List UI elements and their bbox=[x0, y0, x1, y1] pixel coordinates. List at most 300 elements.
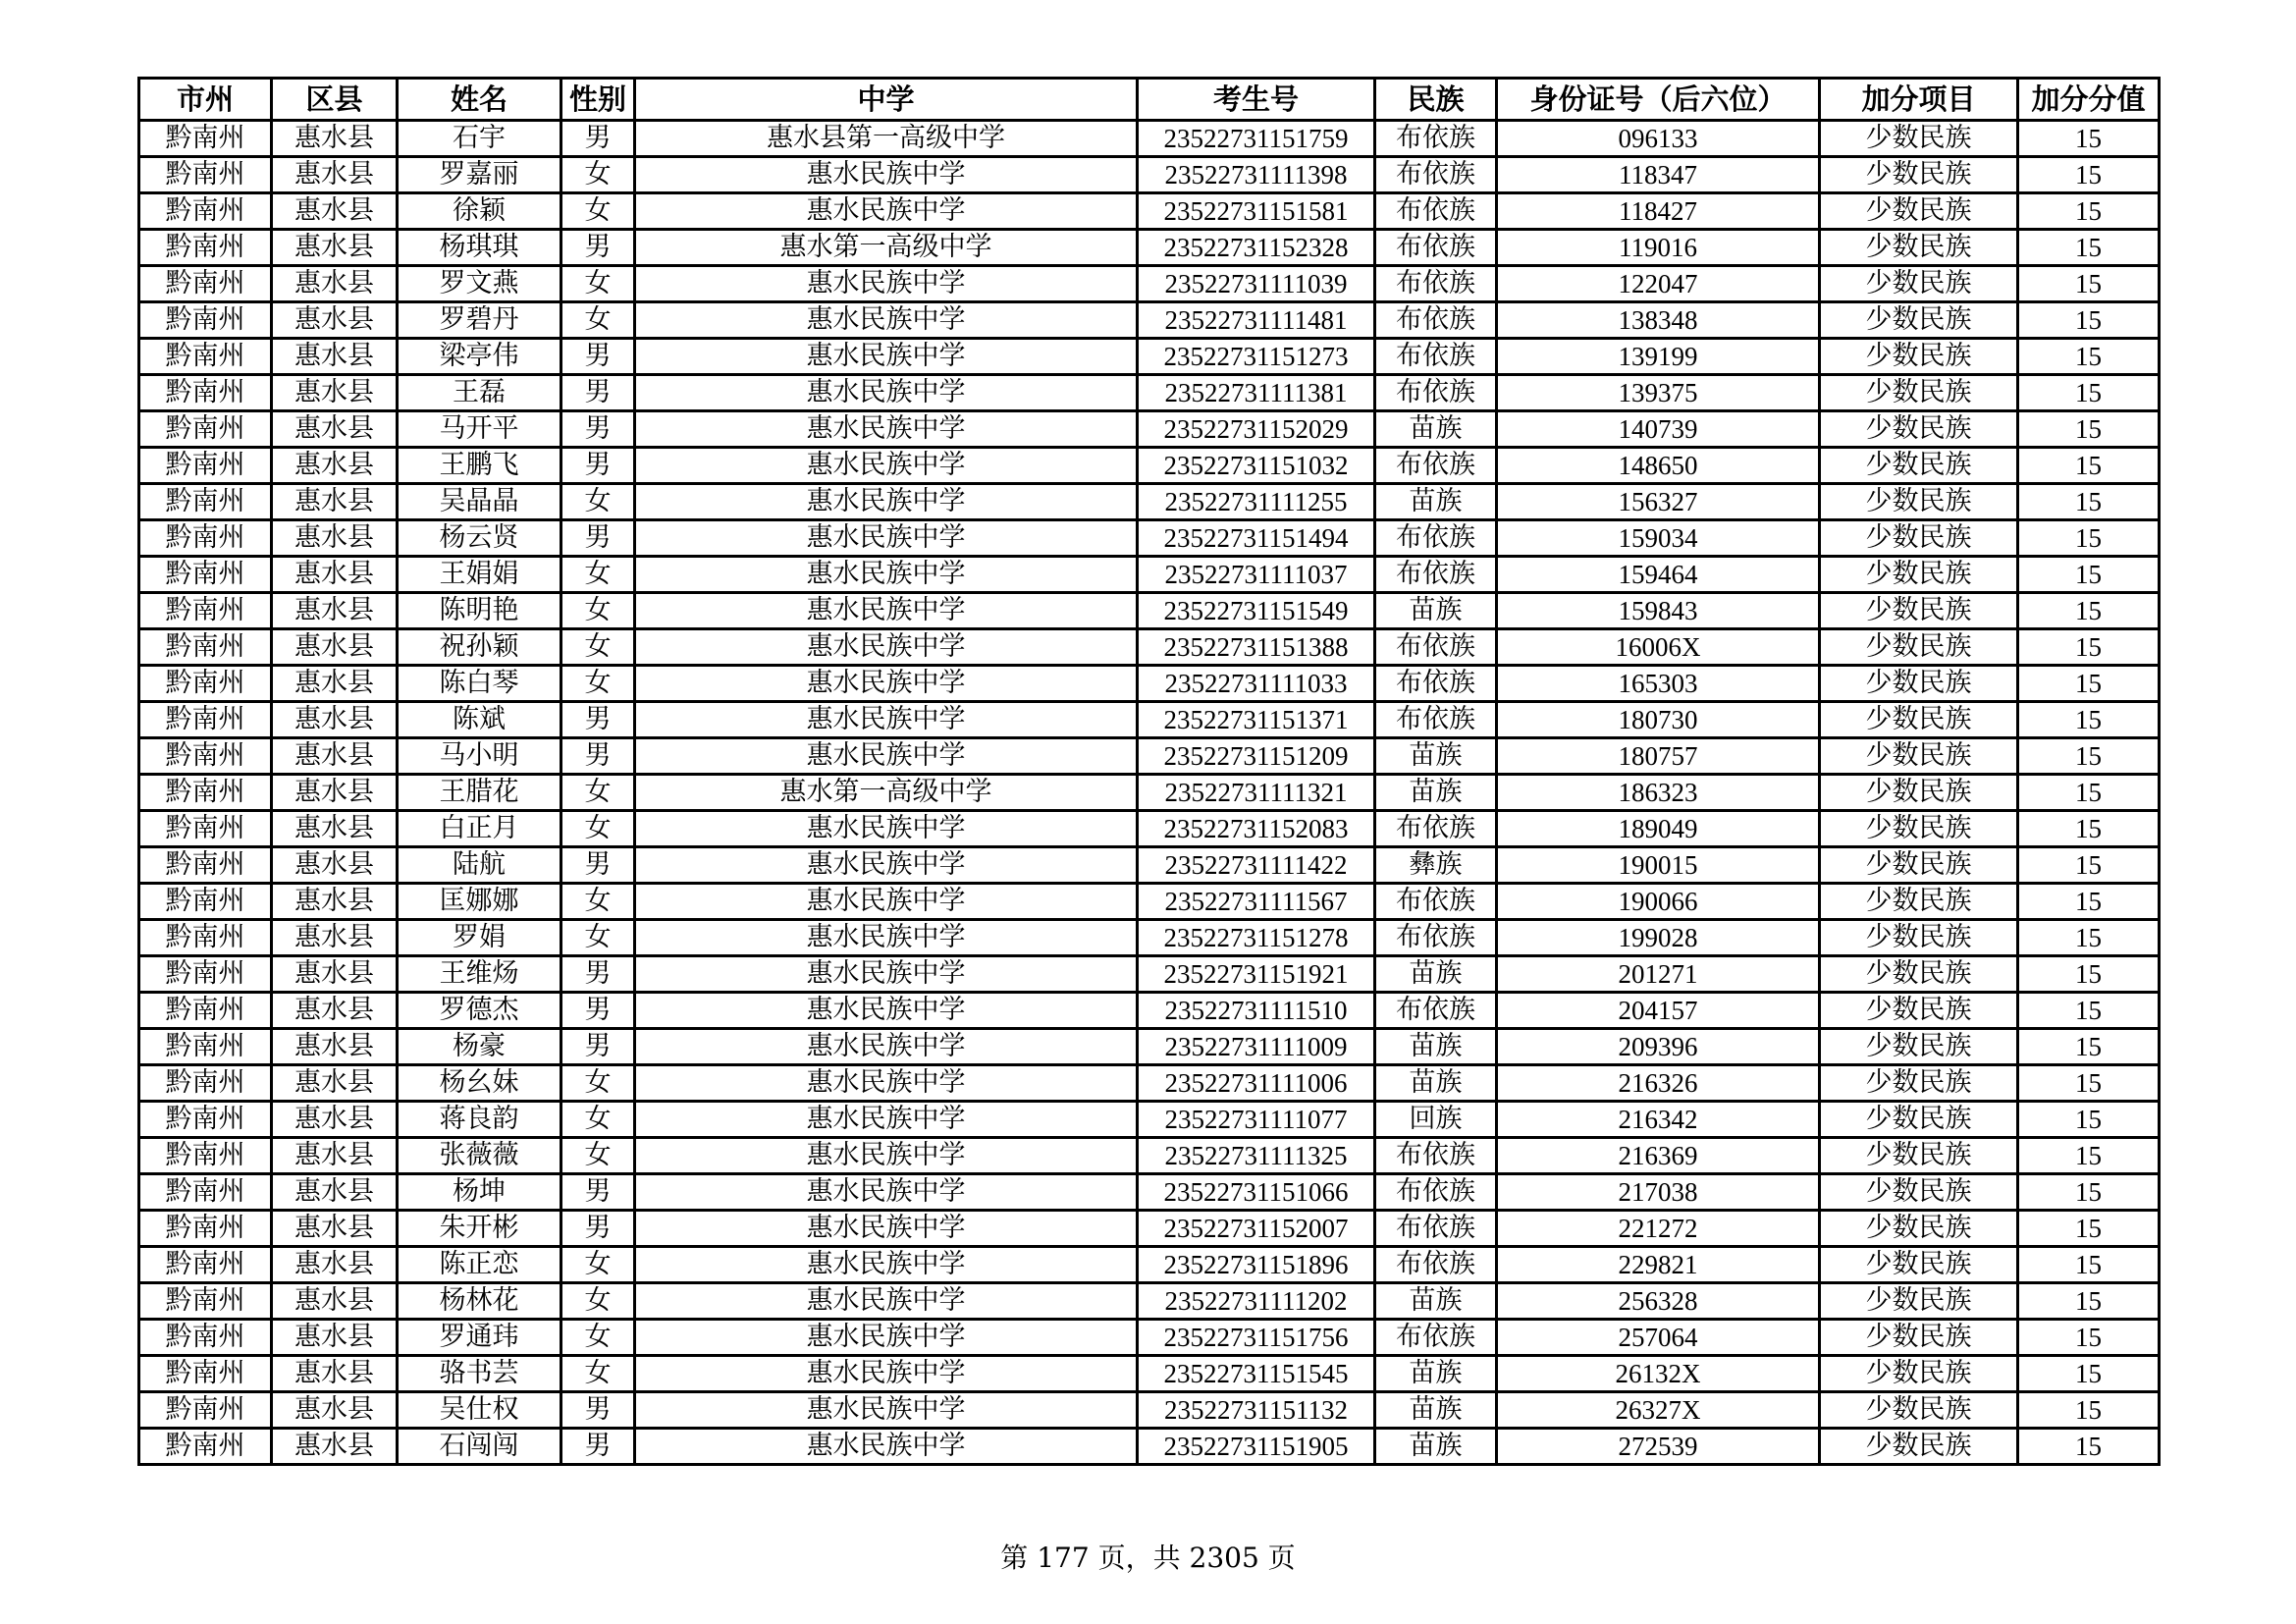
gender-cell: 女 bbox=[561, 629, 635, 666]
county-cell: 惠水县 bbox=[272, 411, 398, 448]
table-row bbox=[139, 557, 2160, 593]
bonus-points-cell: 15 bbox=[2018, 920, 2160, 956]
bonus-item-cell: 少数民族 bbox=[1820, 1392, 2018, 1429]
county-cell: 惠水县 bbox=[272, 484, 398, 520]
ethnicity-cell: 彝族 bbox=[1375, 847, 1497, 884]
gender-cell: 女 bbox=[561, 1283, 635, 1320]
county-cell: 惠水县 bbox=[272, 593, 398, 629]
name-cell: 杨坤 bbox=[398, 1174, 561, 1211]
name-cell: 杨幺妹 bbox=[398, 1065, 561, 1102]
city-cell: 黔南州 bbox=[139, 375, 272, 411]
bonus-points-cell: 15 bbox=[2018, 1247, 2160, 1283]
county-cell: 惠水县 bbox=[272, 847, 398, 884]
id-last-six-cell: 216342 bbox=[1497, 1102, 1820, 1138]
ethnicity-cell: 苗族 bbox=[1375, 1356, 1497, 1392]
gender-cell: 男 bbox=[561, 1029, 635, 1065]
city-cell: 黔南州 bbox=[139, 956, 272, 993]
table-row bbox=[139, 920, 2160, 956]
school-cell: 惠水民族中学 bbox=[635, 520, 1138, 557]
school-cell: 惠水民族中学 bbox=[635, 1429, 1138, 1465]
bonus-item-cell: 少数民族 bbox=[1820, 1283, 2018, 1320]
bonus-item-cell: 少数民族 bbox=[1820, 811, 2018, 847]
school-cell: 惠水民族中学 bbox=[635, 1065, 1138, 1102]
ethnicity-cell: 苗族 bbox=[1375, 411, 1497, 448]
gender-cell: 女 bbox=[561, 920, 635, 956]
name-cell: 王腊花 bbox=[398, 775, 561, 811]
city-cell: 黔南州 bbox=[139, 666, 272, 702]
gender-cell: 男 bbox=[561, 1174, 635, 1211]
school-cell: 惠水民族中学 bbox=[635, 484, 1138, 520]
bonus-points-cell: 15 bbox=[2018, 847, 2160, 884]
table-row bbox=[139, 956, 2160, 993]
city-cell: 黔南州 bbox=[139, 1138, 272, 1174]
bonus-item-cell: 少数民族 bbox=[1820, 520, 2018, 557]
school-cell: 惠水第一高级中学 bbox=[635, 775, 1138, 811]
gender-cell: 男 bbox=[561, 230, 635, 266]
header-county: 区县 bbox=[272, 79, 398, 121]
name-cell: 陈白琴 bbox=[398, 666, 561, 702]
header-id-last-six: 身份证号（后六位） bbox=[1497, 79, 1820, 121]
header-school: 中学 bbox=[635, 79, 1138, 121]
id-last-six-cell: 138348 bbox=[1497, 302, 1820, 339]
id-last-six-cell: 159034 bbox=[1497, 520, 1820, 557]
city-cell: 黔南州 bbox=[139, 339, 272, 375]
bonus-points-cell: 15 bbox=[2018, 157, 2160, 193]
exam-number-cell: 23522731151066 bbox=[1138, 1174, 1375, 1211]
bonus-item-cell: 少数民族 bbox=[1820, 666, 2018, 702]
exam-number-cell: 23522731151905 bbox=[1138, 1429, 1375, 1465]
bonus-points-cell: 15 bbox=[2018, 1356, 2160, 1392]
gender-cell: 女 bbox=[561, 1138, 635, 1174]
school-cell: 惠水民族中学 bbox=[635, 993, 1138, 1029]
county-cell: 惠水县 bbox=[272, 1247, 398, 1283]
ethnicity-cell: 布依族 bbox=[1375, 157, 1497, 193]
county-cell: 惠水县 bbox=[272, 1065, 398, 1102]
id-last-six-cell: 190015 bbox=[1497, 847, 1820, 884]
name-cell: 朱开彬 bbox=[398, 1211, 561, 1247]
school-cell: 惠水民族中学 bbox=[635, 920, 1138, 956]
name-cell: 杨林花 bbox=[398, 1283, 561, 1320]
county-cell: 惠水县 bbox=[272, 1283, 398, 1320]
exam-number-cell: 23522731151759 bbox=[1138, 121, 1375, 157]
city-cell: 黔南州 bbox=[139, 121, 272, 157]
exam-number-cell: 23522731151032 bbox=[1138, 448, 1375, 484]
ethnicity-cell: 布依族 bbox=[1375, 520, 1497, 557]
bonus-points-cell: 15 bbox=[2018, 593, 2160, 629]
bonus-points-cell: 15 bbox=[2018, 121, 2160, 157]
table-row bbox=[139, 1211, 2160, 1247]
exam-number-cell: 23522731111422 bbox=[1138, 847, 1375, 884]
footer-total-pages: 2305 bbox=[1189, 1542, 1259, 1574]
id-last-six-cell: 180730 bbox=[1497, 702, 1820, 738]
ethnicity-cell: 布依族 bbox=[1375, 448, 1497, 484]
bonus-item-cell: 少数民族 bbox=[1820, 920, 2018, 956]
table-header bbox=[139, 79, 2160, 121]
school-cell: 惠水民族中学 bbox=[635, 1392, 1138, 1429]
bonus-item-cell: 少数民族 bbox=[1820, 448, 2018, 484]
county-cell: 惠水县 bbox=[272, 375, 398, 411]
bonus-points-cell: 15 bbox=[2018, 1320, 2160, 1356]
school-cell: 惠水民族中学 bbox=[635, 157, 1138, 193]
bonus-points-cell: 15 bbox=[2018, 811, 2160, 847]
name-cell: 罗娟 bbox=[398, 920, 561, 956]
gender-cell: 女 bbox=[561, 1320, 635, 1356]
school-cell: 惠水民族中学 bbox=[635, 1211, 1138, 1247]
table-row bbox=[139, 339, 2160, 375]
exam-number-cell: 23522731152328 bbox=[1138, 230, 1375, 266]
county-cell: 惠水县 bbox=[272, 448, 398, 484]
city-cell: 黔南州 bbox=[139, 593, 272, 629]
county-cell: 惠水县 bbox=[272, 157, 398, 193]
exam-number-cell: 23522731151278 bbox=[1138, 920, 1375, 956]
ethnicity-cell: 苗族 bbox=[1375, 1029, 1497, 1065]
county-cell: 惠水县 bbox=[272, 339, 398, 375]
ethnicity-cell: 苗族 bbox=[1375, 1283, 1497, 1320]
county-cell: 惠水县 bbox=[272, 629, 398, 666]
gender-cell: 男 bbox=[561, 702, 635, 738]
header-exam-number: 考生号 bbox=[1138, 79, 1375, 121]
name-cell: 马小明 bbox=[398, 738, 561, 775]
city-cell: 黔南州 bbox=[139, 1174, 272, 1211]
id-last-six-cell: 201271 bbox=[1497, 956, 1820, 993]
bonus-points-cell: 15 bbox=[2018, 193, 2160, 230]
bonus-points-cell: 15 bbox=[2018, 520, 2160, 557]
bonus-item-cell: 少数民族 bbox=[1820, 1138, 2018, 1174]
table-row bbox=[139, 593, 2160, 629]
county-cell: 惠水县 bbox=[272, 775, 398, 811]
table-row bbox=[139, 811, 2160, 847]
bonus-points-cell: 15 bbox=[2018, 484, 2160, 520]
bonus-item-cell: 少数民族 bbox=[1820, 629, 2018, 666]
exam-number-cell: 23522731151209 bbox=[1138, 738, 1375, 775]
name-cell: 马开平 bbox=[398, 411, 561, 448]
table-row bbox=[139, 1247, 2160, 1283]
table-row bbox=[139, 775, 2160, 811]
gender-cell: 男 bbox=[561, 1429, 635, 1465]
exam-number-cell: 23522731151756 bbox=[1138, 1320, 1375, 1356]
ethnicity-cell: 布依族 bbox=[1375, 1138, 1497, 1174]
school-cell: 惠水民族中学 bbox=[635, 593, 1138, 629]
bonus-points-cell: 15 bbox=[2018, 230, 2160, 266]
id-last-six-cell: 165303 bbox=[1497, 666, 1820, 702]
gender-cell: 女 bbox=[561, 266, 635, 302]
name-cell: 石宇 bbox=[398, 121, 561, 157]
name-cell: 陈正恋 bbox=[398, 1247, 561, 1283]
table-row bbox=[139, 884, 2160, 920]
school-cell: 惠水民族中学 bbox=[635, 666, 1138, 702]
county-cell: 惠水县 bbox=[272, 1138, 398, 1174]
table-body bbox=[139, 121, 2160, 1465]
id-last-six-cell: 186323 bbox=[1497, 775, 1820, 811]
name-cell: 罗碧丹 bbox=[398, 302, 561, 339]
bonus-points-cell: 15 bbox=[2018, 1429, 2160, 1465]
school-cell: 惠水民族中学 bbox=[635, 1356, 1138, 1392]
gender-cell: 女 bbox=[561, 1247, 635, 1283]
county-cell: 惠水县 bbox=[272, 520, 398, 557]
table-row bbox=[139, 738, 2160, 775]
name-cell: 王娟娟 bbox=[398, 557, 561, 593]
city-cell: 黔南州 bbox=[139, 1356, 272, 1392]
city-cell: 黔南州 bbox=[139, 448, 272, 484]
id-last-six-cell: 156327 bbox=[1497, 484, 1820, 520]
gender-cell: 女 bbox=[561, 1102, 635, 1138]
gender-cell: 女 bbox=[561, 484, 635, 520]
school-cell: 惠水民族中学 bbox=[635, 411, 1138, 448]
name-cell: 蒋良韵 bbox=[398, 1102, 561, 1138]
county-cell: 惠水县 bbox=[272, 993, 398, 1029]
exam-number-cell: 23522731152029 bbox=[1138, 411, 1375, 448]
exam-number-cell: 23522731151921 bbox=[1138, 956, 1375, 993]
bonus-item-cell: 少数民族 bbox=[1820, 1429, 2018, 1465]
bonus-points-cell: 15 bbox=[2018, 629, 2160, 666]
gender-cell: 女 bbox=[561, 1065, 635, 1102]
gender-cell: 男 bbox=[561, 375, 635, 411]
city-cell: 黔南州 bbox=[139, 302, 272, 339]
county-cell: 惠水县 bbox=[272, 956, 398, 993]
table-row bbox=[139, 1138, 2160, 1174]
school-cell: 惠水民族中学 bbox=[635, 1320, 1138, 1356]
table-row bbox=[139, 193, 2160, 230]
ethnicity-cell: 布依族 bbox=[1375, 557, 1497, 593]
ethnicity-cell: 布依族 bbox=[1375, 1211, 1497, 1247]
name-cell: 杨云贤 bbox=[398, 520, 561, 557]
city-cell: 黔南州 bbox=[139, 520, 272, 557]
ethnicity-cell: 布依族 bbox=[1375, 121, 1497, 157]
id-last-six-cell: 217038 bbox=[1497, 1174, 1820, 1211]
school-cell: 惠水民族中学 bbox=[635, 557, 1138, 593]
bonus-item-cell: 少数民族 bbox=[1820, 1320, 2018, 1356]
gender-cell: 男 bbox=[561, 738, 635, 775]
name-cell: 匡娜娜 bbox=[398, 884, 561, 920]
exam-number-cell: 23522731111039 bbox=[1138, 266, 1375, 302]
id-last-six-cell: 119016 bbox=[1497, 230, 1820, 266]
id-last-six-cell: 140739 bbox=[1497, 411, 1820, 448]
bonus-points-cell: 15 bbox=[2018, 375, 2160, 411]
gender-cell: 男 bbox=[561, 339, 635, 375]
table-row bbox=[139, 520, 2160, 557]
bonus-item-cell: 少数民族 bbox=[1820, 557, 2018, 593]
county-cell: 惠水县 bbox=[272, 811, 398, 847]
id-last-six-cell: 118427 bbox=[1497, 193, 1820, 230]
id-last-six-cell: 26327X bbox=[1497, 1392, 1820, 1429]
exam-number-cell: 23522731152083 bbox=[1138, 811, 1375, 847]
name-cell: 陆航 bbox=[398, 847, 561, 884]
id-last-six-cell: 190066 bbox=[1497, 884, 1820, 920]
county-cell: 惠水县 bbox=[272, 1320, 398, 1356]
header-row bbox=[139, 79, 2160, 121]
id-last-six-cell: 139199 bbox=[1497, 339, 1820, 375]
gender-cell: 男 bbox=[561, 1392, 635, 1429]
name-cell: 吴仕权 bbox=[398, 1392, 561, 1429]
exam-number-cell: 23522731111381 bbox=[1138, 375, 1375, 411]
name-cell: 陈斌 bbox=[398, 702, 561, 738]
table-row bbox=[139, 411, 2160, 448]
school-cell: 惠水民族中学 bbox=[635, 1102, 1138, 1138]
gender-cell: 女 bbox=[561, 302, 635, 339]
city-cell: 黔南州 bbox=[139, 193, 272, 230]
bonus-item-cell: 少数民族 bbox=[1820, 593, 2018, 629]
exam-number-cell: 23522731151388 bbox=[1138, 629, 1375, 666]
footer-current-page: 177 bbox=[1037, 1542, 1090, 1574]
table-row bbox=[139, 448, 2160, 484]
city-cell: 黔南州 bbox=[139, 1029, 272, 1065]
bonus-points-cell: 15 bbox=[2018, 448, 2160, 484]
bonus-item-cell: 少数民族 bbox=[1820, 956, 2018, 993]
ethnicity-cell: 布依族 bbox=[1375, 629, 1497, 666]
table-row bbox=[139, 1174, 2160, 1211]
bonus-points-cell: 15 bbox=[2018, 993, 2160, 1029]
school-cell: 惠水民族中学 bbox=[635, 1029, 1138, 1065]
bonus-points-cell: 15 bbox=[2018, 339, 2160, 375]
county-cell: 惠水县 bbox=[272, 121, 398, 157]
exam-number-cell: 23522731151273 bbox=[1138, 339, 1375, 375]
id-last-six-cell: 257064 bbox=[1497, 1320, 1820, 1356]
table-row bbox=[139, 302, 2160, 339]
county-cell: 惠水县 bbox=[272, 884, 398, 920]
city-cell: 黔南州 bbox=[139, 811, 272, 847]
city-cell: 黔南州 bbox=[139, 1283, 272, 1320]
ethnicity-cell: 苗族 bbox=[1375, 1065, 1497, 1102]
school-cell: 惠水民族中学 bbox=[635, 811, 1138, 847]
exam-number-cell: 23522731151132 bbox=[1138, 1392, 1375, 1429]
city-cell: 黔南州 bbox=[139, 1102, 272, 1138]
county-cell: 惠水县 bbox=[272, 557, 398, 593]
gender-cell: 女 bbox=[561, 157, 635, 193]
bonus-points-cell: 15 bbox=[2018, 1138, 2160, 1174]
ethnicity-cell: 布依族 bbox=[1375, 884, 1497, 920]
county-cell: 惠水县 bbox=[272, 230, 398, 266]
id-last-six-cell: 229821 bbox=[1497, 1247, 1820, 1283]
exam-number-cell: 23522731151549 bbox=[1138, 593, 1375, 629]
ethnicity-cell: 苗族 bbox=[1375, 1392, 1497, 1429]
bonus-item-cell: 少数民族 bbox=[1820, 266, 2018, 302]
city-cell: 黔南州 bbox=[139, 738, 272, 775]
city-cell: 黔南州 bbox=[139, 629, 272, 666]
exam-number-cell: 23522731151581 bbox=[1138, 193, 1375, 230]
bonus-points-cell: 15 bbox=[2018, 557, 2160, 593]
header-name: 姓名 bbox=[398, 79, 561, 121]
ethnicity-cell: 回族 bbox=[1375, 1102, 1497, 1138]
name-cell: 王磊 bbox=[398, 375, 561, 411]
gender-cell: 男 bbox=[561, 448, 635, 484]
city-cell: 黔南州 bbox=[139, 1392, 272, 1429]
bonus-points-cell: 15 bbox=[2018, 775, 2160, 811]
header-city: 市州 bbox=[139, 79, 272, 121]
bonus-item-cell: 少数民族 bbox=[1820, 484, 2018, 520]
page-footer bbox=[0, 1537, 2296, 1576]
bonus-item-cell: 少数民族 bbox=[1820, 157, 2018, 193]
gender-cell: 女 bbox=[561, 775, 635, 811]
ethnicity-cell: 布依族 bbox=[1375, 993, 1497, 1029]
header-gender: 性别 bbox=[561, 79, 635, 121]
ethnicity-cell: 布依族 bbox=[1375, 1320, 1497, 1356]
exam-number-cell: 23522731111006 bbox=[1138, 1065, 1375, 1102]
id-last-six-cell: 096133 bbox=[1497, 121, 1820, 157]
ethnicity-cell: 布依族 bbox=[1375, 1247, 1497, 1283]
bonus-points-cell: 15 bbox=[2018, 666, 2160, 702]
city-cell: 黔南州 bbox=[139, 411, 272, 448]
county-cell: 惠水县 bbox=[272, 266, 398, 302]
bonus-item-cell: 少数民族 bbox=[1820, 738, 2018, 775]
id-last-six-cell: 159464 bbox=[1497, 557, 1820, 593]
school-cell: 惠水民族中学 bbox=[635, 1247, 1138, 1283]
exam-number-cell: 23522731111255 bbox=[1138, 484, 1375, 520]
school-cell: 惠水县第一高级中学 bbox=[635, 121, 1138, 157]
exam-number-cell: 23522731111398 bbox=[1138, 157, 1375, 193]
header-bonus-item: 加分项目 bbox=[1820, 79, 2018, 121]
bonus-item-cell: 少数民族 bbox=[1820, 1211, 2018, 1247]
city-cell: 黔南州 bbox=[139, 847, 272, 884]
exam-number-cell: 23522731111009 bbox=[1138, 1029, 1375, 1065]
table-row bbox=[139, 993, 2160, 1029]
county-cell: 惠水县 bbox=[272, 1211, 398, 1247]
city-cell: 黔南州 bbox=[139, 1429, 272, 1465]
bonus-item-cell: 少数民族 bbox=[1820, 993, 2018, 1029]
bonus-item-cell: 少数民族 bbox=[1820, 193, 2018, 230]
bonus-points-cell: 15 bbox=[2018, 266, 2160, 302]
city-cell: 黔南州 bbox=[139, 484, 272, 520]
school-cell: 惠水第一高级中学 bbox=[635, 230, 1138, 266]
county-cell: 惠水县 bbox=[272, 1029, 398, 1065]
bonus-points-cell: 15 bbox=[2018, 1065, 2160, 1102]
id-last-six-cell: 199028 bbox=[1497, 920, 1820, 956]
bonus-item-cell: 少数民族 bbox=[1820, 1102, 2018, 1138]
id-last-six-cell: 26132X bbox=[1497, 1356, 1820, 1392]
city-cell: 黔南州 bbox=[139, 775, 272, 811]
school-cell: 惠水民族中学 bbox=[635, 738, 1138, 775]
ethnicity-cell: 苗族 bbox=[1375, 484, 1497, 520]
table-row bbox=[139, 121, 2160, 157]
city-cell: 黔南州 bbox=[139, 884, 272, 920]
name-cell: 罗通玮 bbox=[398, 1320, 561, 1356]
id-last-six-cell: 118347 bbox=[1497, 157, 1820, 193]
gender-cell: 女 bbox=[561, 593, 635, 629]
table-row bbox=[139, 484, 2160, 520]
table-row bbox=[139, 1065, 2160, 1102]
bonus-item-cell: 少数民族 bbox=[1820, 1174, 2018, 1211]
exam-number-cell: 23522731111037 bbox=[1138, 557, 1375, 593]
bonus-points-cell: 15 bbox=[2018, 1174, 2160, 1211]
bonus-item-cell: 少数民族 bbox=[1820, 1247, 2018, 1283]
exam-number-cell: 23522731111077 bbox=[1138, 1102, 1375, 1138]
bonus-points-cell: 15 bbox=[2018, 1392, 2160, 1429]
county-cell: 惠水县 bbox=[272, 1429, 398, 1465]
name-cell: 祝孙颖 bbox=[398, 629, 561, 666]
id-last-six-cell: 216369 bbox=[1497, 1138, 1820, 1174]
county-cell: 惠水县 bbox=[272, 1102, 398, 1138]
school-cell: 惠水民族中学 bbox=[635, 339, 1138, 375]
bonus-item-cell: 少数民族 bbox=[1820, 375, 2018, 411]
name-cell: 罗德杰 bbox=[398, 993, 561, 1029]
city-cell: 黔南州 bbox=[139, 266, 272, 302]
county-cell: 惠水县 bbox=[272, 666, 398, 702]
bonus-item-cell: 少数民族 bbox=[1820, 1029, 2018, 1065]
name-cell: 罗嘉丽 bbox=[398, 157, 561, 193]
id-last-six-cell: 16006X bbox=[1497, 629, 1820, 666]
bonus-points-cell: 15 bbox=[2018, 1283, 2160, 1320]
gender-cell: 男 bbox=[561, 993, 635, 1029]
id-last-six-cell: 216326 bbox=[1497, 1065, 1820, 1102]
name-cell: 骆书芸 bbox=[398, 1356, 561, 1392]
school-cell: 惠水民族中学 bbox=[635, 1283, 1138, 1320]
ethnicity-cell: 布依族 bbox=[1375, 230, 1497, 266]
bonus-item-cell: 少数民族 bbox=[1820, 411, 2018, 448]
city-cell: 黔南州 bbox=[139, 1320, 272, 1356]
city-cell: 黔南州 bbox=[139, 1247, 272, 1283]
table-row bbox=[139, 1102, 2160, 1138]
gender-cell: 男 bbox=[561, 520, 635, 557]
bonus-points-cell: 15 bbox=[2018, 1211, 2160, 1247]
